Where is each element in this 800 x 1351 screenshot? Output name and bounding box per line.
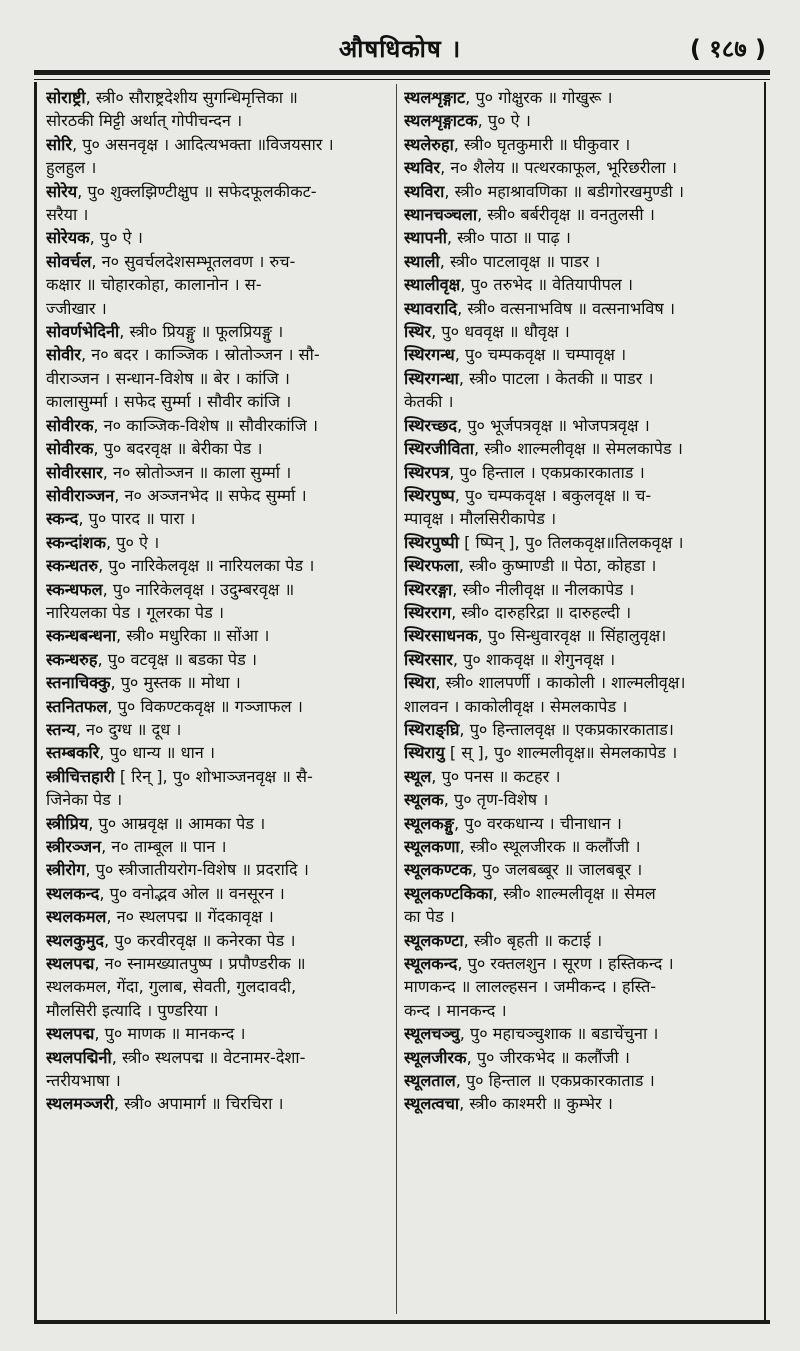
- entry-continuation: [46, 273, 392, 296]
- headword: स्कन्दांशक: [46, 532, 106, 552]
- headword: सोवर्णभेदिनी: [46, 322, 120, 342]
- dictionary-entry: [46, 741, 392, 764]
- headword: स्थलकमल: [46, 907, 107, 927]
- headword: स्थिरगन्ध: [404, 345, 455, 365]
- entry-continuation: [46, 999, 392, 1022]
- dictionary-entry: [46, 624, 392, 647]
- dictionary-entry: [404, 788, 760, 811]
- dictionary-entry: [46, 1092, 392, 1115]
- headword: स्थालीवृक्ष: [404, 275, 461, 295]
- dictionary-entry: [46, 320, 392, 343]
- headword: स्थिरपत्र: [404, 462, 450, 482]
- definition-text: , पु० हिन्ताल । एकप्रकारकाताड ।: [449, 462, 645, 482]
- definition-text: , पु० महाचञ्चुशाक ॥ बडाचेंचुना ।: [459, 1024, 659, 1044]
- definition-text: , पु० मुस्तक ॥ मोथा ।: [110, 673, 241, 693]
- dictionary-entry: [46, 531, 392, 554]
- footer-rule: [34, 1320, 770, 1324]
- dictionary-entry: [404, 437, 760, 460]
- definition-text: , पु० विकण्टकवृक्ष ॥ गञ्जाफल ।: [107, 696, 303, 716]
- dictionary-entry: [404, 765, 760, 788]
- dictionary-entry: [404, 1092, 760, 1115]
- definition-text: , न० बदर । काञ्जिक । स्रोतोञ्जन । सौ-: [80, 345, 320, 365]
- dictionary-entry: [404, 741, 760, 764]
- definition-text: , पु० वटवृक्ष ॥ बडका पेड ।: [97, 649, 258, 669]
- headword: स्थूलकङ्गु: [404, 813, 454, 833]
- definition-text: म्पावृक्ष । मौलसिरीकापेड ।: [404, 509, 557, 529]
- dictionary-entry: [404, 86, 760, 109]
- headword: स्तनितफल: [46, 696, 108, 716]
- definition-text: , पु० वनोद्भव ओल ॥ वनसूरन ।: [99, 883, 285, 903]
- definition-text: , पु० तृण-विशेष ।: [443, 790, 549, 810]
- dictionary-entry: [46, 648, 392, 671]
- definition-text: , पु० भूर्जपत्रवृक्ष ॥ भोजपत्रवृक्ष ।: [457, 415, 650, 435]
- dictionary-entry: [404, 531, 760, 554]
- definition-text: , पु० ऐ ।: [105, 532, 160, 552]
- frame-left-border: [34, 82, 37, 1320]
- definition-text: का पेड ।: [404, 907, 455, 927]
- definition-text: , स्त्री० पाटलावृक्ष ॥ पाडर ।: [439, 251, 601, 271]
- headword: स्थिरसार: [404, 649, 453, 669]
- definition-text: , स्त्री० काश्मरी ॥ कुम्भेर ।: [459, 1094, 613, 1114]
- headword: स्थलपद्म: [46, 1024, 95, 1044]
- definition-text: वीराञ्जन । सन्धान-विशेष ॥ बेर । कांजि ।: [46, 368, 290, 388]
- definition-text: सोरठकी मिट्टी अर्थात् गोपीचन्दन ।: [46, 111, 243, 131]
- left-column: [46, 86, 392, 1116]
- definition-text: , पु० रक्तलशुन । सूरण । हस्तिकन्द ।: [457, 954, 674, 974]
- definition-text: , पु० स्त्रीजातीयरोग-विशेष ॥ प्रदरादि ।: [85, 860, 309, 880]
- headword: सोवीर: [46, 345, 81, 365]
- definition-text: हुलहुल ।: [46, 158, 97, 178]
- definition-text: , स्त्री० शाल्मलीवृक्ष ॥ सेमल: [492, 883, 656, 903]
- dictionary-entry: [404, 273, 760, 296]
- dictionary-entry: [46, 905, 392, 928]
- definition-text: , पु० पनस ॥ कटहर ।: [431, 766, 561, 786]
- definition-text: नारियलका पेड । गूलरका पेड ।: [46, 602, 225, 622]
- definition-text: , स्त्री० स्थलपद्म ॥ वेटनामर-देशा-: [111, 1047, 306, 1067]
- headword: स्थिरपुष्प: [404, 485, 455, 505]
- definition-text: , स्त्री० शालपर्णी । काकोली । शाल्मलीवृक्ष।: [435, 673, 686, 693]
- definition-text: , पु० पारद ॥ पारा ।: [78, 509, 196, 529]
- dictionary-entry: [404, 484, 760, 507]
- dictionary-entry: [404, 133, 760, 156]
- definition-text: , न० दुग्ध ॥ दूध ।: [75, 719, 182, 739]
- headword: स्त्रीरञ्जन: [46, 837, 102, 856]
- definition-text: माणकन्द ॥ लालल्हसन । जमीकन्द । हस्ति-: [404, 977, 657, 997]
- dictionary-entry: [46, 1046, 392, 1069]
- headword: स्थलशृङ्गाटक: [404, 111, 478, 131]
- entry-continuation: [404, 905, 760, 928]
- headword: स्थिराङ्घ्रि: [404, 719, 460, 739]
- dictionary-entry: [404, 203, 760, 226]
- definition-text: , स्त्री० कुष्माण्डी ॥ पेठा, कोहडा ।: [458, 556, 657, 576]
- definition-text: , न० शैलेय ॥ पत्थरकाफूल, भूरिछरीला ।: [440, 158, 677, 178]
- dictionary-entry: [404, 226, 760, 249]
- frame-right-border: [764, 82, 766, 1320]
- definition-text: कन्द । मानकन्द ।: [404, 1000, 507, 1020]
- definition-text: , पु० धववृक्ष ॥ धौवृक्ष ।: [431, 322, 570, 342]
- dictionary-entry: [46, 484, 392, 507]
- dictionary-entry: [46, 882, 392, 905]
- definition-text: , पु० शाकवृक्ष ॥ शेगुनवृक्ष ।: [452, 649, 616, 669]
- dictionary-entry: [404, 812, 760, 835]
- headword: स्थिरफला: [404, 556, 459, 576]
- dictionary-entry: [46, 133, 392, 156]
- headword: स्थलपद्मिनी: [46, 1047, 112, 1067]
- headword: स्थूलचञ्चु: [404, 1024, 460, 1044]
- definition-text: , पु० चम्पकवृक्ष ॥ चम्पावृक्ष ।: [454, 345, 627, 365]
- headword: स्थूलकन्द: [404, 954, 458, 974]
- definition-text: सरैया ।: [46, 205, 89, 225]
- headword: स्त्रीप्रिय: [46, 813, 89, 833]
- headword: स्थविर: [404, 158, 441, 178]
- headword: स्थूलत्वचा: [404, 1094, 460, 1114]
- headword: सोवीरक: [46, 415, 94, 435]
- header-rule-thick: [34, 70, 770, 75]
- definition-text: , पु० माणक ॥ मानकन्द ।: [94, 1024, 246, 1044]
- dictionary-entry: [404, 343, 760, 366]
- entry-continuation: [404, 999, 760, 1022]
- headword: स्थावरादि: [404, 298, 458, 318]
- dictionary-entry: [404, 1069, 760, 1092]
- headword: स्थाली: [404, 251, 440, 271]
- entry-continuation: [404, 695, 760, 718]
- definition-text: , पु० नारिकेलवृक्ष ॥ नारियलका पेड ।: [98, 556, 315, 576]
- dictionary-entry: [404, 1046, 760, 1069]
- entry-continuation: [46, 390, 392, 413]
- entry-continuation: [46, 297, 392, 320]
- headword: स्कन्धफल: [46, 579, 103, 599]
- dictionary-entry: [404, 320, 760, 343]
- column-divider: [396, 84, 397, 1314]
- headword: सोवीरसार: [46, 462, 103, 482]
- headword: स्थूलजीरक: [404, 1047, 467, 1067]
- entry-continuation: [46, 156, 392, 179]
- headword: स्कन्धबन्धना: [46, 626, 117, 646]
- definition-text: , न० स्थलपद्म ॥ गेंदकावृक्ष ।: [106, 907, 274, 927]
- headword: स्थिरजीविता: [404, 439, 474, 459]
- definition-text: [ रिन् ], पु० शोभाञ्जनवृक्ष ॥ सै-: [114, 766, 313, 786]
- dictionary-entry: [46, 718, 392, 741]
- dictionary-entry: [46, 554, 392, 577]
- dictionary-entry: [46, 343, 392, 366]
- headword: स्कन्धरुह: [46, 649, 98, 669]
- dictionary-entry: [404, 297, 760, 320]
- headword: स्थानचञ्चला: [404, 205, 478, 225]
- dictionary-entry: [46, 765, 392, 788]
- headword: स्तनाचिक्कु: [46, 673, 111, 693]
- page-number: ( १८७ ): [689, 35, 766, 63]
- dictionary-entry: [404, 461, 760, 484]
- headword: स्कन्धतरु: [46, 556, 99, 576]
- entry-continuation: [46, 975, 392, 998]
- header-rule-thin: [34, 79, 770, 80]
- dictionary-entry: [404, 156, 760, 179]
- headword: स्तम्बकरि: [46, 743, 100, 763]
- dictionary-entry: [404, 624, 760, 647]
- definition-text: कक्षार ॥ चोहारकोहा, कालानोन । स-: [46, 275, 262, 295]
- headword: स्थूलकणा: [404, 837, 460, 856]
- entry-continuation: [404, 507, 760, 530]
- definition-text: , पु० सिन्धुवारवृक्ष ॥ सिंहालुवृक्ष।: [477, 626, 667, 646]
- dictionary-entry: [46, 812, 392, 835]
- definition-text: , स्त्री० अपामार्ग ॥ चिरचिरा ।: [113, 1094, 284, 1114]
- dictionary-entry: [46, 578, 392, 601]
- definition-text: , पु० जलबब्बूर ॥ जालबबूर ।: [471, 860, 643, 880]
- headword: स्थलकुमुद: [46, 930, 104, 950]
- definition-text: , पु० हिन्ताल ॥ एकप्रकारकाताड ।: [455, 1071, 655, 1091]
- dictionary-entry: [46, 671, 392, 694]
- definition-text: , स्त्री० पाटला । केतकी ॥ पाडर ।: [458, 368, 654, 388]
- definition-text: , पु० शुक्लझिण्टीक्षुप ॥ सफेदफूलकीकट-: [77, 181, 317, 201]
- definition-text: , पु० हिन्तालवृक्ष ॥ एकप्रकारकाताड।: [459, 719, 674, 739]
- dictionary-entry: [404, 578, 760, 601]
- headword: स्थूलताल: [404, 1071, 456, 1091]
- headword: स्थिरा: [404, 673, 436, 693]
- headword: सोवर्चल: [46, 251, 92, 271]
- headword: स्थविरा: [404, 181, 445, 201]
- dictionary-entry: [46, 507, 392, 530]
- definition-text: , पु० बदरवृक्ष ॥ बेरीका पेड ।: [93, 439, 263, 459]
- dictionary-entry: [46, 695, 392, 718]
- dictionary-entry: [46, 437, 392, 460]
- definition-text: जिनेका पेड ।: [46, 790, 123, 810]
- entry-continuation: [46, 788, 392, 811]
- dictionary-entry: [46, 929, 392, 952]
- definition-text: , पु० तरुभेद ॥ वेतियापीपल ।: [460, 275, 634, 295]
- dictionary-entry: [46, 226, 392, 249]
- headword: सोरेय: [46, 181, 78, 201]
- definition-text: , स्त्री० नीलीवृक्ष ॥ नीलकापेड ।: [452, 579, 635, 599]
- headword: स्थापनी: [404, 228, 447, 248]
- definition-text: , स्त्री० घृतकुमारी ॥ घीकुवार ।: [453, 134, 631, 154]
- dictionary-entry: [46, 180, 392, 203]
- headword: स्थलशृङ्गाट: [404, 88, 466, 107]
- definition-text: , पु० धान्य ॥ धान ।: [99, 743, 216, 763]
- headword: स्थूलक: [404, 790, 444, 810]
- headword: स्थिरगन्धा: [404, 368, 459, 388]
- definition-text: [ ष्पिन् ], पु० तिलकवृक्ष॥तिलकवृक्ष ।: [458, 532, 684, 552]
- definition-text: , स्त्री० बृहती ॥ कटाई ।: [463, 930, 603, 950]
- right-column: [404, 86, 760, 1116]
- definition-text: , पु० गोक्षुरक ॥ गोखुरू ।: [465, 88, 613, 107]
- dictionary-entry: [46, 952, 392, 975]
- headword: स्थिरराग: [404, 602, 452, 622]
- definition-text: , स्त्री० बर्बरीवृक्ष ॥ वनतुलसी ।: [477, 205, 655, 225]
- dictionary-entry: [46, 835, 392, 858]
- dictionary-entry: [404, 835, 760, 858]
- definition-text: , पु० चम्पकवृक्ष । बकुलवृक्ष ॥ च-: [454, 485, 652, 505]
- dictionary-entry: [404, 648, 760, 671]
- dictionary-entry: [46, 86, 392, 109]
- definition-text: , पु० वरकधान्य । चीनाधान ।: [453, 813, 622, 833]
- headword: सोरि: [46, 134, 72, 154]
- definition-text: , पु० ऐ ।: [89, 228, 143, 248]
- dictionary-entry: [404, 414, 760, 437]
- dictionary-entry: [404, 882, 760, 905]
- headword: स्थिररङ्गा: [404, 579, 453, 599]
- definition-text: [ स् ], पु० शाल्मलीवृक्ष॥ सेमलकापेड ।: [444, 743, 678, 763]
- dictionary-entry: [404, 929, 760, 952]
- definition-text: , स्त्री० प्रियङ्गु ॥ फूलप्रियङ्गु ।: [119, 322, 284, 342]
- definition-text: , पु० असनवृक्ष । आदित्यभक्ता ॥विजयसार ।: [71, 134, 334, 154]
- headword: सोराष्ट्री: [46, 88, 86, 107]
- entry-continuation: [46, 203, 392, 226]
- headword: स्थूल: [404, 766, 432, 786]
- dictionary-entry: [46, 461, 392, 484]
- page-header: [30, 28, 770, 68]
- definition-text: मौलसिरी इत्यादि । पुण्डरिया ।: [46, 1000, 219, 1020]
- definition-text: , पु० जीरकभेद ॥ कलौंजी ।: [466, 1047, 630, 1067]
- definition-text: , स्त्री० मधुरिका ॥ सोंआ ।: [116, 626, 270, 646]
- headword: स्त्रीरोग: [46, 860, 86, 880]
- headword: स्थूलकण्टकिका: [404, 883, 493, 903]
- entry-continuation: [46, 1069, 392, 1092]
- dictionary-entry: [404, 109, 760, 132]
- headword: स्थूलकण्टक: [404, 860, 472, 880]
- dictionary-entry: [404, 1022, 760, 1045]
- definition-text: , स्त्री० महाश्रावणिका ॥ बडीगोरखमुण्डी ।: [444, 181, 685, 201]
- entry-continuation: [404, 390, 760, 413]
- definition-text: केतकी ।: [404, 392, 454, 412]
- headword: स्थलपद्म: [46, 954, 95, 974]
- dictionary-entry: [404, 601, 760, 624]
- headword: स्थिर: [404, 322, 432, 342]
- entry-continuation: [46, 367, 392, 390]
- dictionary-entry: [404, 858, 760, 881]
- headword: स्थिरच्छद: [404, 415, 458, 435]
- definition-text: कालासुर्म्मा । सफेद सुर्म्मा । सौवीर कांजि ।: [46, 392, 292, 412]
- dictionary-entry: [46, 858, 392, 881]
- definition-text: , स्त्री० पाठा ॥ पाढ़ ।: [446, 228, 571, 248]
- definition-text: , स्त्री० वत्सनाभविष ॥ वत्सनाभविष ।: [457, 298, 676, 318]
- entry-continuation: [46, 601, 392, 624]
- headword: स्थलकन्द: [46, 883, 100, 903]
- headword: सोवीरक: [46, 439, 94, 459]
- dictionary-entry: [404, 554, 760, 577]
- definition-text: , न० अञ्जनभेद ॥ सफेद सुर्म्मा ।: [114, 485, 307, 505]
- definition-text: , न० काञ्जिक-विशेष ॥ सौवीरकांजि ।: [93, 415, 319, 435]
- dictionary-entry: [404, 180, 760, 203]
- definition-text: न्तरीयभाषा ।: [46, 1071, 121, 1091]
- dictionary-entry: [46, 1022, 392, 1045]
- definition-text: , न० सुवर्चलदेशसम्भूतलवण । रुच-: [91, 251, 296, 271]
- entry-continuation: [404, 975, 760, 998]
- headword: स्थलेरुहा: [404, 134, 454, 154]
- entry-continuation: [46, 109, 392, 132]
- dictionary-entry: [404, 367, 760, 390]
- definition-text: ज्जीखार ।: [46, 298, 107, 318]
- headword: स्थिरपुष्पी: [404, 532, 459, 552]
- definition-text: , न० ताम्बूल ॥ पान ।: [101, 837, 227, 856]
- definition-text: , स्त्री० दारुहरिद्रा ॥ दारुहल्दी ।: [451, 602, 632, 622]
- definition-text: , स्त्री० शाल्मलीवृक्ष ॥ सेमलकापेड ।: [473, 439, 683, 459]
- headword: स्कन्द: [46, 509, 79, 529]
- running-title: औषधिकोष ।: [338, 35, 462, 63]
- headword: स्थलमञ्जरी: [46, 1094, 114, 1114]
- definition-text: , पु० करवीरवृक्ष ॥ कनेरका पेड ।: [104, 930, 296, 950]
- dictionary-entry: [46, 414, 392, 437]
- definition-text: , न० स्रोतोञ्जन ॥ काला सुर्म्मा ।: [102, 462, 292, 482]
- definition-text: , पु० ऐ ।: [477, 111, 531, 131]
- definition-text: शालवन । काकोलीवृक्ष । सेमलकापेड ।: [404, 696, 628, 716]
- definition-text: स्थलकमल, गेंदा, गुलाब, सेवती, गुलदावदी,: [46, 977, 297, 997]
- headword: स्थिरायु: [404, 743, 445, 763]
- dictionary-entry: [404, 671, 760, 694]
- headword: सोवीराञ्जन: [46, 485, 115, 505]
- definition-text: , पु० नारिकेलवृक्ष । उदुम्बरवृक्ष ॥: [102, 579, 295, 599]
- headword: स्तन्य: [46, 719, 76, 739]
- headword: स्थूलकण्टा: [404, 930, 464, 950]
- dictionary-entry: [404, 952, 760, 975]
- headword: स्त्रीचित्तहारी: [46, 766, 115, 786]
- headword: स्थिरसाधनक: [404, 626, 478, 646]
- dictionary-entry: [46, 250, 392, 273]
- definition-text: , स्त्री० सौराष्ट्रदेशीय सुगन्धिमृत्तिका ॥: [85, 88, 298, 107]
- dictionary-entry: [404, 718, 760, 741]
- headword: सोरेयक: [46, 228, 90, 248]
- definition-text: , पु० आम्रवृक्ष ॥ आमका पेड ।: [88, 813, 266, 833]
- definition-text: , स्त्री० स्थूलजीरक ॥ कलौंजी ।: [459, 837, 641, 856]
- dictionary-entry: [404, 250, 760, 273]
- definition-text: , न० स्नामख्यातपुष्प । प्रपौण्डरीक ॥: [94, 954, 306, 974]
